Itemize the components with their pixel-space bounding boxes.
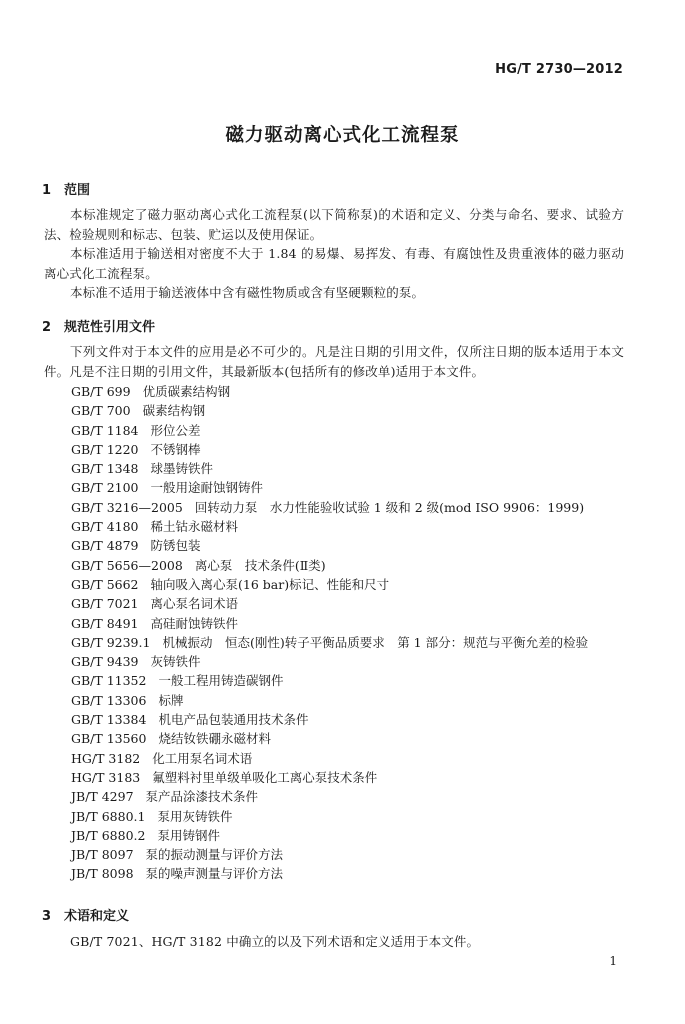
section-2-heading bbox=[42, 316, 155, 335]
reference-title: 泵的振动测量与评价方法 bbox=[145, 847, 284, 863]
reference-title: 不锈钢棒 bbox=[150, 441, 201, 457]
reference-code: GB/T 9439 bbox=[71, 654, 139, 670]
reference-title: 一般用途耐蚀钢铸件 bbox=[150, 480, 264, 496]
reference-code: JB/T 4297 bbox=[71, 789, 134, 805]
reference-title: 泵用灰铸铁件 bbox=[157, 808, 233, 824]
section-1-heading bbox=[42, 179, 90, 198]
reference-code: GB/T 1348 bbox=[71, 461, 139, 477]
scope-paragraph-3: 本标准不适用于输送液体中含有磁性物质或含有坚硬颗粒的泵。 bbox=[70, 285, 425, 300]
document-title: 磁力驱动离心式化工流程泵 bbox=[225, 125, 460, 146]
terms-paragraph: GB/T 7021、HG/T 3182 中确立的以及下列术语和定义适用于本文件。 bbox=[70, 934, 480, 949]
reference-code: GB/T 11352 bbox=[71, 673, 147, 689]
reference-item bbox=[71, 787, 588, 806]
reference-code: GB/T 5656—2008 bbox=[71, 557, 183, 573]
page-number: 1 bbox=[609, 954, 617, 968]
reference-code: GB/T 5662 bbox=[71, 576, 139, 592]
reference-code: JB/T 6880.2 bbox=[71, 827, 146, 843]
reference-title: 机械振动 恒态(刚性)转子平衡品质要求 第 1 部分：规范与平衡允差的检验 bbox=[162, 634, 589, 650]
reference-item bbox=[71, 478, 588, 497]
reference-item bbox=[71, 826, 588, 845]
reference-title: 烧结钕铁硼永磁材料 bbox=[158, 731, 271, 747]
reference-list bbox=[71, 382, 588, 884]
section-number: 2 bbox=[42, 320, 52, 335]
reference-title: 回转动力泵 水力性能验收试验 1 级和 2 级(mod ISO 9906：1999) bbox=[194, 499, 585, 515]
reference-item bbox=[71, 498, 588, 517]
reference-item bbox=[71, 807, 588, 826]
reference-code: JB/T 8097 bbox=[71, 847, 134, 863]
reference-title: 优质碳素结构钢 bbox=[142, 384, 231, 399]
reference-item bbox=[71, 517, 588, 536]
reference-item bbox=[71, 710, 588, 729]
reference-title: 标牌 bbox=[158, 692, 184, 708]
reference-code: GB/T 1220 bbox=[71, 441, 139, 457]
reference-item bbox=[71, 401, 588, 420]
reference-item bbox=[71, 556, 588, 575]
reference-title: 形位公差 bbox=[150, 422, 201, 438]
reference-title: 灰铸铁件 bbox=[150, 654, 201, 670]
reference-code: GB/T 9239.1 bbox=[71, 634, 151, 650]
reference-code: GB/T 4180 bbox=[71, 519, 139, 535]
reference-code: GB/T 4879 bbox=[71, 538, 139, 554]
reference-title: 离心泵名词术语 bbox=[150, 596, 239, 612]
section-title: 术语和定义 bbox=[64, 909, 130, 924]
reference-item bbox=[71, 536, 588, 555]
reference-code: GB/T 13560 bbox=[71, 731, 147, 747]
reference-item bbox=[71, 440, 588, 459]
reference-item bbox=[71, 652, 588, 671]
reference-code: GB/T 13384 bbox=[71, 712, 147, 728]
reference-item bbox=[71, 614, 588, 633]
reference-title: 一般工程用铸造碳钢件 bbox=[158, 673, 284, 689]
scope-paragraph-1: 本标准规定了磁力驱动离心式化工流程泵(以下简称泵)的术语和定义、分类与命名、要求、试验方法、检验规则和标志、包装、贮运以及使用保证。 bbox=[44, 207, 624, 242]
reference-title: 球墨铸铁件 bbox=[150, 461, 214, 477]
reference-title: 高硅耐蚀铸铁件 bbox=[150, 615, 239, 631]
reference-item bbox=[71, 633, 588, 652]
reference-item bbox=[71, 594, 588, 613]
reference-code: GB/T 1184 bbox=[71, 422, 139, 438]
reference-title: 轴向吸入离心泵(16 bar)标记、性能和尺寸 bbox=[150, 576, 390, 592]
reference-title: 机电产品包装通用技术条件 bbox=[158, 712, 309, 728]
reference-title: 稀土钴永磁材料 bbox=[150, 519, 239, 535]
reference-code: GB/T 3216—2005 bbox=[71, 499, 183, 515]
reference-item bbox=[71, 864, 588, 883]
reference-code: JB/T 8098 bbox=[71, 866, 134, 882]
reference-title: 防锈包装 bbox=[150, 538, 201, 554]
reference-title: 泵的噪声测量与评价方法 bbox=[145, 866, 284, 882]
reference-title: 化工用泵名词术语 bbox=[152, 750, 253, 766]
reference-code: JB/T 6880.1 bbox=[71, 808, 146, 824]
reference-title: 氟塑料衬里单级单吸化工离心泵技术条件 bbox=[152, 769, 378, 785]
reference-title: 碳素结构钢 bbox=[142, 403, 206, 419]
reference-code: GB/T 699 bbox=[71, 384, 131, 399]
reference-code: GB/T 700 bbox=[71, 403, 131, 419]
section-number: 1 bbox=[42, 183, 52, 198]
reference-code: GB/T 8491 bbox=[71, 615, 139, 631]
reference-code: GB/T 2100 bbox=[71, 480, 139, 496]
reference-item bbox=[71, 575, 588, 594]
references-intro: 下列文件对于本文件的应用是必不可少的。凡是注日期的引用文件，仅所注日期的版本适用于本文件。凡是不注日期的引用文件，其最新版本(包括所有的修改单)适用于本文件。 bbox=[44, 344, 624, 379]
reference-title: 泵产品涂漆技术条件 bbox=[145, 789, 259, 805]
section-3-heading bbox=[42, 905, 129, 924]
reference-item bbox=[71, 421, 588, 440]
reference-item bbox=[71, 691, 588, 710]
reference-code: GB/T 7021 bbox=[71, 596, 139, 612]
reference-item bbox=[71, 459, 588, 478]
reference-code: HG/T 3183 bbox=[71, 769, 141, 785]
reference-title: 泵用铸钢件 bbox=[157, 827, 220, 843]
section-title: 规范性引用文件 bbox=[64, 320, 156, 335]
reference-item bbox=[71, 749, 588, 768]
reference-item bbox=[71, 671, 588, 690]
standard-code: HG/T 2730—2012 bbox=[495, 62, 623, 77]
scope-paragraph-2: 本标准适用于输送相对密度不大于 1.84 的易爆、易挥发、有毒、有腐蚀性及贵重液体的磁力驱动离心式化工流程泵。 bbox=[44, 246, 624, 281]
section-number: 3 bbox=[42, 909, 52, 924]
reference-item bbox=[71, 845, 588, 864]
reference-code: GB/T 13306 bbox=[71, 692, 147, 708]
section-title: 范围 bbox=[64, 183, 91, 198]
reference-item bbox=[71, 729, 588, 748]
reference-title: 离心泵 技术条件(Ⅱ类) bbox=[194, 557, 326, 573]
reference-item bbox=[71, 382, 588, 401]
reference-item bbox=[71, 768, 588, 787]
reference-code: HG/T 3182 bbox=[71, 750, 141, 766]
